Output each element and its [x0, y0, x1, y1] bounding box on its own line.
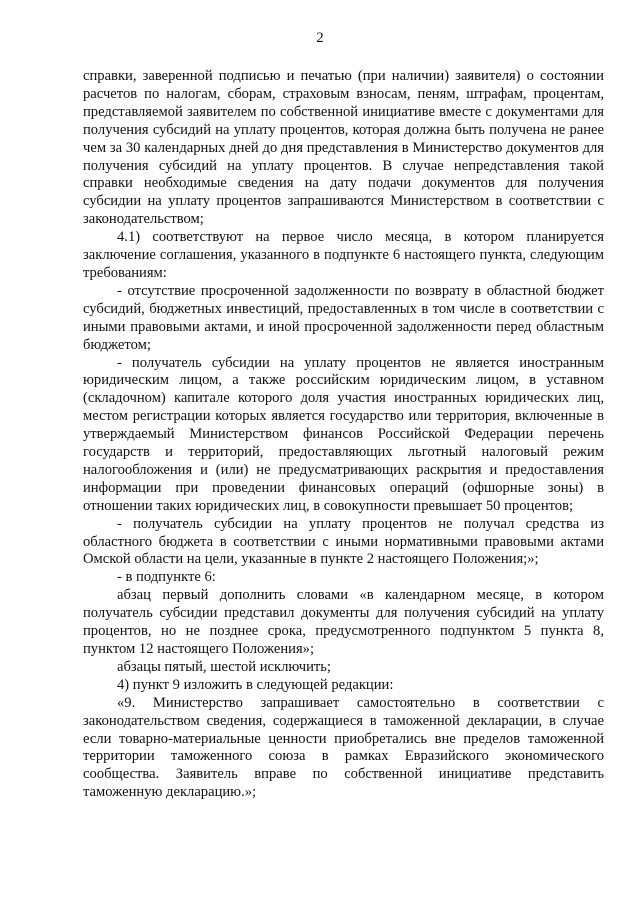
page-number: 2 — [316, 30, 324, 46]
paragraph-not-foreign-entity: - получатель субсидии на уплату процентов не является иностранным юридическим лицом, а также российским юридическим лицом, в уставном (складочном) капитале которого доля участия иностранных юридических лиц, местом регистрации которых является государство или территория, включенные в утверждаемый Министерством финансов Российской Федерации перечень государств и территорий, предоставляющих льготный налоговый режим налогообложения и (или) не предусматривающих раскрытия и предоставления информации при проведении финансовых операций (офшорные зоны) в отношении таких юридических лиц, в совокупности превышает 50 процентов; — [83, 354, 604, 514]
paragraph-first-abzac-addition: абзац первый дополнить словами «в календарном месяце, в котором получатель субсидии представил документы для получения субсидий на уплату процентов, но не позднее срока, предусмотренного подпунктом 5 пункта 8, пунктом 12 настоящего Положения»; — [83, 587, 604, 657]
document-body — [83, 68, 604, 802]
paragraph-point-9-new-edition: 4) пункт 9 изложить в следующей редакции: — [117, 676, 394, 693]
paragraph-no-other-funds: - получатель субсидии на уплату процентов не получал средства из областного бюджета в соответствии с иными нормативными правовыми актами Омской области на цели, указанные в пункте 2 настоящего Положения;»; — [83, 515, 604, 568]
paragraph-point-9-text: «9. Министерство запрашивает самостоятельно в соответствии с законодательством сведения, содержащиеся в таможенной декларации, в случае если товарно-материальные ценности приобретались вне пределов таможенной территории таможенного союза в рамках Евразийского экономического сообщества. Заявитель вправе по собственной инициативе представить таможенную декларацию.»; — [83, 694, 604, 801]
paragraph-abzacs-excluded: абзацы пятый, шестой исключить; — [117, 658, 331, 675]
paragraph-no-overdue-debt: - отсутствие просроченной задолженности по возврату в областной бюджет субсидий, бюджетных инвестиций, предоставленных в том числе в соответствии с иными правовыми актами, и иной просроченной задолженности перед областным бюджетом; — [83, 282, 604, 353]
paragraph-certificate-continuation: справки, заверенной подписью и печатью (при наличии) заявителя) о состоянии расчетов по налогам, сборам, страховым взносам, пеням, штрафам, процентам, представляемой заявителем по собственной инициативе вместе с документами для получения субсидий на уплату процентов, которая должна быть получена не ранее чем за 30 календарных дней до дня представления в Министерство документов для получения субсидий на уплату процентов. В случае непредставления такой справки необходимые сведения на дату подачи документов для получения субсидии на уплату процентов запрашиваются Министерством в соответствии с законодательством; — [83, 68, 604, 228]
paragraph-subpoint-6: - в подпункте 6: — [117, 569, 216, 586]
paragraph-4-1-requirements: 4.1) соответствуют на первое число месяца, в котором планируется заключение соглашения, указанного в подпункте 6 настоящего пункта, следующим требованиям: — [83, 229, 604, 281]
